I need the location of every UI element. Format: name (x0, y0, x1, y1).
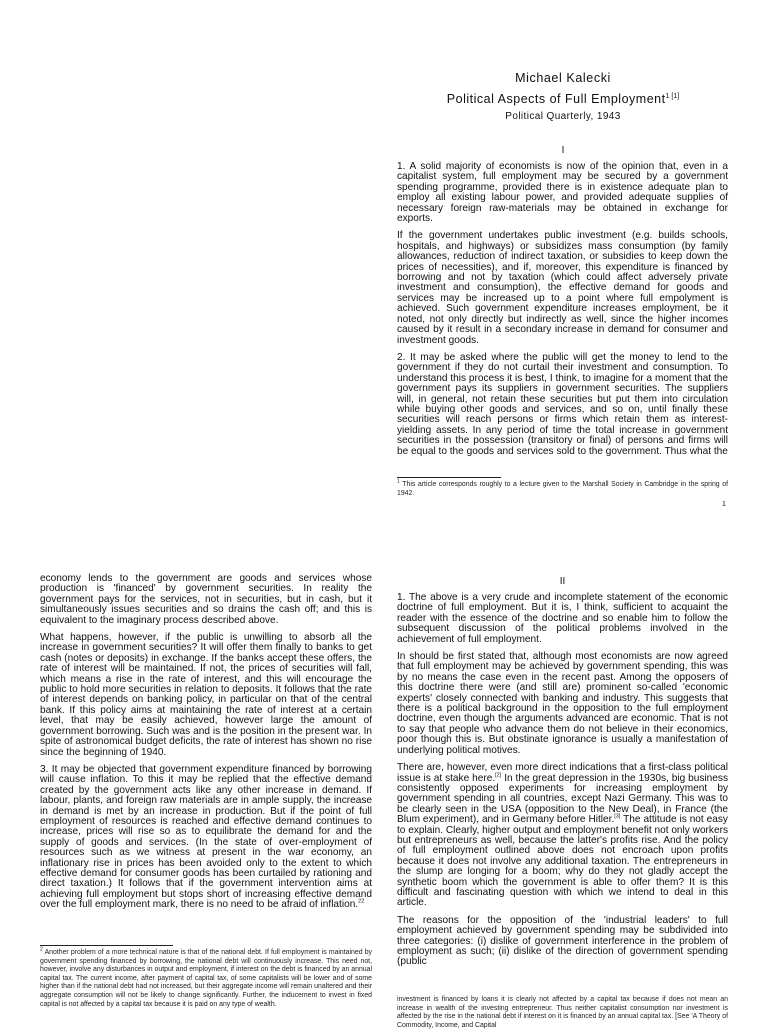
page-number: 1 (722, 501, 726, 508)
paragraph: What happens, however, if the public is unwilling to absorb all the increase in government securities? It will offer them finally to banks to get cash (notes or deposits) in exchange. If the banks accept these offers, the rate of interest will be maintained. If not, the prices of securities will fall, which means a rise in the rate of interest, and this will encourage the public to hold more securities in relation to deposits. It follows that the rate of interest depends on banking policy, in particular on that of the central bank. If this policy aims at maintaining the rate of interest at a certain level, that may be easily achieved, however large the amount of government borrowing. Such was and is the position in the present war. In spite of astronomical budget deficits, the rate of interest has shown no rise since the beginning of 1940. (40, 632, 372, 758)
footnote-mark: 1 (397, 478, 400, 485)
author-name: Michael Kalecki (515, 71, 611, 85)
paragraph-text: 3. It may be objected that government expenditure financed by borrowing will cause inflation. To this it may be replied that the effective demand created by the government acts like any other increase in demand. If labour, plants, and foreign raw materials are in ample supply, the increase in demand is met by an increase in production. But if the point of full employment of resources is reached and effective demand continues to increase, prices will rise so as to equilibrate the demand for and the supply of goods and services. (In the state of over-employment of resources such as we witness at present in the war economy, an inflationary rise in prices has been avoided only to the extent to which effective demand for consumer goods has been curtailed by rationing and direct taxation.) It follows that if the government intervention aims at achieving full employment but stops short of increasing effective demand over the full employment mark, there is no need to be afraid of inflation. (40, 763, 372, 911)
footnote-text: This article corresponds roughly to a lecture given to the Marshall Society in Cambridge in the spring of 1942. (397, 481, 728, 497)
footnote-2 (40, 946, 372, 1009)
page2-right-column (397, 593, 728, 975)
paragraph-text: There are, however, even more direct indications that a first-class political issue is at stake here. (397, 762, 728, 784)
paragraph-text: In the great depression in the 1930s, big business consistently opposed experiments for increasing employment by government spending in all countries, except Nazi Germany. This was to be clearly seen in the USA (opposition to the New Deal), in France (the Blum experiment), and in Germany before Hitler. (397, 772, 728, 826)
paragraph: 1. The above is a very crude and incomplete statement of the economic doctrine of full employment. But it is, I think, sufficient to acquaint the reader with the essence of the doctrine and so enable him to follow the subsequent discussion of the political problems involved in the achievement of full employment. (397, 592, 728, 645)
article-title (398, 92, 728, 106)
page2-left-column (40, 574, 372, 918)
paragraph: The reasons for the opposition of the 'industrial leaders' to full employment achieved by government spending may be subdivided into three categories: (i) dislike of government interference in the problem of employment as such; (ii) dislike of the direction of government spending (public (397, 914, 728, 968)
paragraph: In should be first stated that, although most economists are now agreed that full employment may be achieved by government spending, this was by no means the case even in the recent past. Among the opposers of this doctrine there were (and still are) prominent so-called 'economic experts' closely connected with banking and industry. This suggests that there is a political background in the opposition to the full employment doctrine, even though the arguments advanced are economic. That is not to say that people who advance them do not believe in their economics, poor though this is. But obstinate ignorance is usually a manifestation of underlying political motives. (397, 651, 728, 756)
footnote-mark: 2 (40, 946, 43, 953)
footnote-1 (397, 478, 728, 498)
reference-mark[interactable]: [2] (495, 772, 502, 779)
section-heading-1: I (561, 145, 565, 156)
journal-line: Political Quarterly, 1943 (505, 111, 621, 122)
section-heading-2: II (559, 576, 566, 587)
page-2 (0, 560, 768, 1029)
paragraph-text: The attitude is not easy to explain. Clearly, higher output and employment benefit not only workers but entrepreneurs as well, because the latter's profits rise. And the policy of full employment outlined above does not encroach upon profits because it does not involve any additional taxation. The entrepreneurs in the slump are longing for a boom; why do they not gladly accept the synthetic boom which the government is able to offer them? It is this difficult and fascinating question with which we intend to deal in this article. (397, 814, 728, 909)
paragraph (397, 763, 728, 909)
footnote-separator (40, 945, 173, 946)
footnote-mark[interactable]: 22 (358, 898, 365, 905)
reference-mark[interactable]: [3] (614, 813, 621, 820)
page-gap (0, 540, 768, 560)
paragraph: If the government undertakes public investment (e.g. builds schools, hospitals, and highways) or subsidizes mass consumption (by family allowances, reduction of indirect taxation, or subsidies to keep down the prices of necessities), and if, moreover, this expenditure is financed by borrowing and not by taxation (which could affect adversely private investment and consumption), the effective demand for goods and services may be increased up to a point where full empolyment is achieved. Such government expenditure increases employment, be it noted, not only directly but indirectly as well, since the higher incomes caused by it result in a secondary increase in demand for consumer and investment goods. (397, 230, 728, 346)
paragraph: 2. It may be asked where the public will get the money to lend to the government if they do not curtail their investment and consumption. To understand this process it is best, I think, to imagine for a moment that the government pays its suppliers in government securities. The suppliers will, in general, not retain these securities but put them into circulation while buying other goods and services, and so on, until finally these securities will reach persons or firms which retain them as interest-yielding assets. In any period of time the total increase in government securities in the possession (transitory or final) of persons and firms will be equal to the goods and services sold to the government. Thus what the (397, 351, 728, 457)
paragraph (40, 765, 372, 911)
footnote-continuation: investment is financed by loans it is clearly not affected by a capital tax because if does not mean an increase in wealth of the investing entrepreneur. Thus neither capitalist consumption nor investment is affected by the rise in the national debt if interest on it is financed by an annual capital tax. [See 'A Theory of Commodity, Income, and Capital (397, 996, 728, 1029)
paragraph: 1. A solid majority of economists is now of the opinion that, even in a capitalist system, full employment may be secured by a government spending programme, provided there is in existence adequate plan to employ all existing labour power, and provided adequate supplies of necessary foreign raw-materials may be obtained in exchange for exports. (397, 161, 728, 225)
paragraph: economy lends to the government are goods and services whose production is 'financed' by government securities. In reality the government pays for the services, not in securities, but in cash, but it simultaneously issues securities and so drains the cash off; and this is equivalent to the imaginary process described above. (40, 573, 372, 626)
title-footnote-mark[interactable]: 1 [1] (665, 92, 680, 100)
footnote-text: Another problem of a more technical nature is that of the national debt. If full employment is maintained by government spending financed by borrowing, the national debt will continuously increase. This need not, however, involve any disturbances in output and employment, if interest on the debt is financed by an annual capital tax. The current income, after payment of capital tax, of some capitalists will be lower and of some higher than if the national debt had not increased, but their aggregate income will remain unaltered and their aggregate consumption will not be likely to change significantly. Further, the inducement to invest in fixed capital is not affected by a capital tax because it is paid on any type of wealth. (40, 949, 372, 1008)
footnote-separator (397, 477, 501, 478)
page1-body (397, 162, 728, 464)
article-title-text: Political Aspects of Full Employment (446, 92, 666, 106)
